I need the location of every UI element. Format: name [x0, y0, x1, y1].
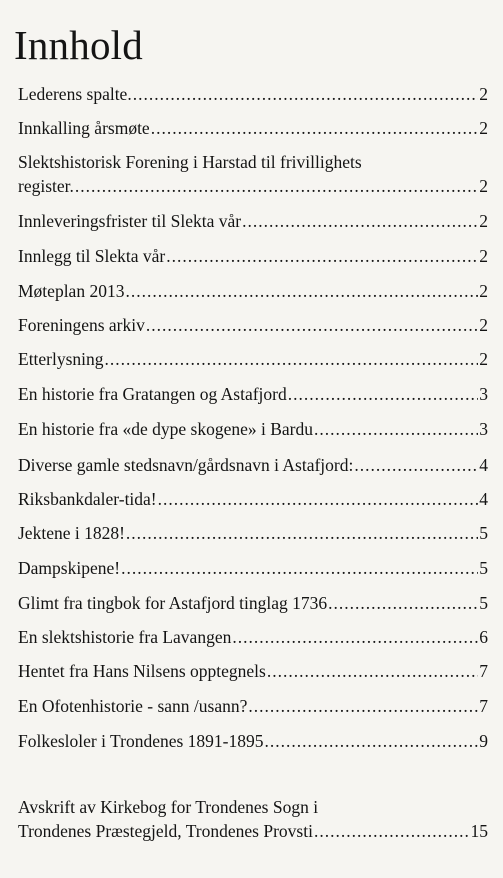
toc-entry-title: Trondenes Præstegjeld, Trondenes Provsti: [18, 821, 313, 841]
dot-leader: [265, 729, 479, 753]
toc-entry: [18, 82, 488, 106]
toc-entry-page: 2: [479, 118, 488, 138]
toc-entry: [18, 209, 488, 233]
toc-entry-title: register.: [18, 176, 74, 196]
dot-leader: [105, 347, 479, 371]
toc-entry: [18, 453, 488, 477]
dot-leader: [248, 694, 478, 718]
toc-entry: [18, 417, 488, 441]
toc-entry-title-line1: Slektshistorisk Forening i Harstad til frivillighets: [18, 152, 362, 172]
toc-entry-title: En historie fra Gratangen og Astafjord: [18, 384, 287, 404]
toc-entry-page: 2: [479, 246, 488, 266]
toc-entry-title: Dampskipene!: [18, 558, 121, 578]
toc-entry-page: 2: [479, 211, 488, 231]
toc-entry-title: Innleveringsfrister til Slekta vår: [18, 211, 242, 231]
toc-entry-title: Glimt fra tingbok for Astafjord tinglag 1736: [18, 593, 328, 613]
toc-entry: [18, 694, 488, 718]
dot-leader: [328, 591, 478, 615]
dot-leader: [288, 382, 479, 406]
toc-entry-page: 3: [479, 419, 488, 439]
toc-entry-page: 2: [479, 84, 488, 104]
dot-leader: [158, 487, 479, 511]
toc-entry: [18, 795, 488, 843]
toc-entry-page: 5: [479, 593, 488, 613]
toc-entry: [18, 487, 488, 511]
toc-entry-page: 2: [479, 176, 488, 196]
toc-entry-page: 7: [479, 661, 488, 681]
dot-leader: [151, 116, 479, 140]
toc-entry-page: 9: [479, 731, 488, 751]
toc-entry-title: Folkesloler i Trondenes 1891-1895: [18, 731, 264, 751]
toc-entry: [18, 116, 488, 140]
toc-entry-page: 2: [479, 349, 488, 369]
toc-entry: [18, 659, 488, 683]
toc-entry-title-line1: Avskrift av Kirkebog for Trondenes Sogn i: [18, 797, 319, 817]
dot-leader: [354, 453, 478, 477]
toc-entry-page: 3: [479, 384, 488, 404]
toc-entry-title: En historie fra «de dype skogene» i Bardu: [18, 419, 313, 439]
page-title: Innhold: [14, 22, 143, 68]
toc-entry: [18, 382, 488, 406]
dot-leader: [121, 556, 478, 580]
dot-leader: [75, 174, 478, 198]
toc-entry-page: 2: [479, 281, 488, 301]
dot-leader: [166, 244, 478, 268]
dot-leader: [146, 313, 478, 337]
toc-entry-page: 4: [479, 489, 488, 509]
toc-entry-page: 6: [479, 627, 488, 647]
toc-entry: [18, 313, 488, 337]
dot-leader: [242, 209, 478, 233]
dot-leader: [126, 521, 478, 545]
dot-leader: [133, 82, 479, 106]
toc-entry: [18, 279, 488, 303]
toc-entry-title: Innlegg til Slekta vår: [18, 246, 166, 266]
toc-entry-page: 5: [479, 523, 488, 543]
toc-entry: [18, 150, 488, 198]
toc-entry-page: 5: [479, 558, 488, 578]
toc-entry: [18, 347, 488, 371]
toc-entry-page: 2: [479, 315, 488, 335]
toc-entry-title: Hentet fra Hans Nilsens opptegnels: [18, 661, 266, 681]
toc-entry-title: Diverse gamle stedsnavn/gårdsnavn i Astafjord:: [18, 455, 354, 475]
toc-entry-title: En Ofotenhistorie - sann /usann?: [18, 696, 248, 716]
toc-entry-title: Innkalling årsmøte: [18, 118, 150, 138]
toc-entry: [18, 729, 488, 753]
toc-entry: [18, 591, 488, 615]
dot-leader: [232, 625, 478, 649]
dot-leader: [125, 279, 478, 303]
dot-leader: [267, 659, 478, 683]
dot-leader: [314, 819, 470, 843]
dot-leader: [314, 417, 478, 441]
toc-entry-title: Etterlysning: [18, 349, 104, 369]
toc-entry-page: 15: [470, 821, 488, 841]
toc-entry-title: Riksbankdaler-tida!: [18, 489, 157, 509]
toc-entry: [18, 556, 488, 580]
toc-entry: [18, 244, 488, 268]
toc-entry-title: Lederens spalte.: [18, 84, 132, 104]
toc-entry-title: Møteplan 2013: [18, 281, 125, 301]
toc-entry-title: Jektene i 1828!: [18, 523, 125, 543]
toc-entry-page: 7: [479, 696, 488, 716]
toc-entry-title: Foreningens arkiv: [18, 315, 145, 335]
toc-entry: [18, 521, 488, 545]
toc-entry-title: En slektshistorie fra Lavangen: [18, 627, 232, 647]
toc-entry-page: 4: [479, 455, 488, 475]
toc-entry: [18, 625, 488, 649]
